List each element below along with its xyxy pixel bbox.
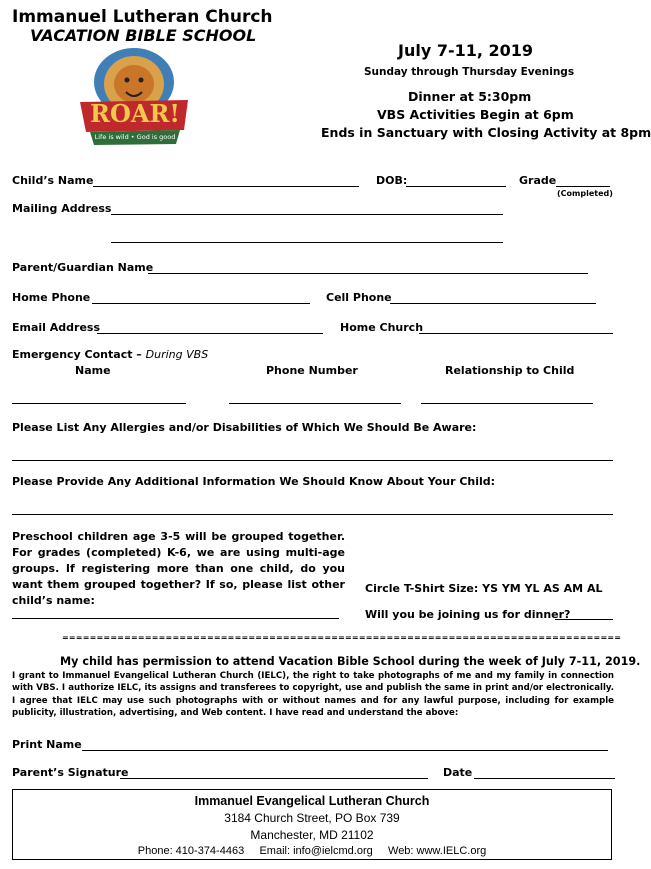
dinner-question: Will you be joining us for dinner? <box>365 608 571 621</box>
grouping-text: Preschool children age 3-5 will be grouped together. For grades (completed) K-6, we are using multi-age groups. If registering more than one child, do you want them grouped together? If so, please list other child’s name: <box>12 530 345 607</box>
logo-title: ROAR! <box>90 99 180 128</box>
allergies-label: Please List Any Allergies and/or Disabilities of Which We Should Be Aware: <box>12 421 477 434</box>
print-name-line[interactable] <box>82 750 608 751</box>
separator: ================================================================================= <box>62 633 622 642</box>
parent-label: Parent/Guardian Name <box>12 261 154 274</box>
emergency-name-line[interactable] <box>12 403 186 404</box>
end-time: Ends in Sanctuary with Closing Activity at 8pm <box>321 125 651 140</box>
additional-label: Please Provide Any Additional Information We Should Know About Your Child: <box>12 475 496 488</box>
col-name: Name <box>75 364 111 377</box>
grade-note: (Completed) <box>557 189 613 198</box>
footer-street: 3184 Church Street, PO Box 739 <box>224 811 400 825</box>
print-name-label: Print Name <box>12 738 82 751</box>
home-church-line[interactable] <box>419 333 613 334</box>
emergency-relationship-line[interactable] <box>421 403 593 404</box>
parent-line[interactable] <box>148 273 588 274</box>
event-days: Sunday through Thursday Evenings <box>364 66 575 78</box>
col-relationship: Relationship to Child <box>445 364 575 377</box>
date-line[interactable] <box>474 778 615 779</box>
dinner-time: Dinner at 5:30pm <box>408 89 532 104</box>
cell-phone-line[interactable] <box>390 303 596 304</box>
home-church-label: Home Church <box>340 321 424 334</box>
child-name-line[interactable] <box>93 186 359 187</box>
dob-label: DOB: <box>376 174 408 187</box>
emergency-note: During VBS <box>145 348 209 361</box>
photo-release-text: I grant to Immanuel Evangelical Lutheran Church (IELC), the right to take photographs of me and my family in connection with VBS. I authorize IELC, its assigns and transferees to copyright, use and publish the same in print and/or electronically. I agree that IELC may use such photographs with or without names and for any lawful purpose, including for example publicity, illustration, advertising, and Web content. I have read and understand the above: <box>12 671 614 718</box>
footer-contact: Phone: 410-374-4463 Email: info@ielcmd.org Web: www.IELC.org <box>137 845 487 857</box>
cell-phone-label: Cell Phone <box>326 291 392 304</box>
signature-line[interactable] <box>120 778 428 779</box>
grade-label: Grade <box>519 174 557 187</box>
program-title: VACATION BIBLE SCHOOL <box>30 26 257 45</box>
additional-line[interactable] <box>12 514 613 515</box>
col-phone: Phone Number <box>266 364 358 377</box>
church-name: Immanuel Lutheran Church <box>12 7 273 27</box>
mailing-line-1[interactable] <box>111 214 503 215</box>
emergency-label <box>12 348 208 361</box>
home-phone-label: Home Phone <box>12 291 91 304</box>
footer-church-name: Immanuel Evangelical Lutheran Church <box>194 794 430 808</box>
signature-label: Parent’s Signature <box>12 766 129 779</box>
child-name-label: Child’s Name <box>12 174 94 187</box>
mailing-line-2[interactable] <box>111 242 503 243</box>
activities-time: VBS Activities Begin at 6pm <box>377 107 574 122</box>
dinner-answer-line[interactable] <box>555 619 613 620</box>
date-label: Date <box>443 766 473 779</box>
footer-city: Manchester, MD 21102 <box>250 828 374 842</box>
email-label: Email Address <box>12 321 101 334</box>
permission-text: My child has permission to attend Vacation Bible School during the week of July 7-11, 2019. <box>60 655 641 668</box>
emergency-title: Emergency Contact – <box>12 348 142 361</box>
roar-logo <box>76 44 194 148</box>
mailing-label: Mailing Address <box>12 202 112 215</box>
grade-line[interactable] <box>556 186 610 187</box>
dob-line[interactable] <box>406 186 506 187</box>
church-contact-box <box>12 789 612 860</box>
email-line[interactable] <box>97 333 323 334</box>
logo-tagline: Life is wild • God is good <box>94 133 176 141</box>
allergies-line[interactable] <box>12 460 613 461</box>
emergency-phone-line[interactable] <box>229 403 401 404</box>
event-dates: July 7-11, 2019 <box>398 41 534 60</box>
home-phone-line[interactable] <box>92 303 310 304</box>
tshirt-sizes[interactable]: Circle T-Shirt Size: YS YM YL AS AM AL <box>365 582 603 595</box>
other-child-line[interactable] <box>12 618 339 619</box>
